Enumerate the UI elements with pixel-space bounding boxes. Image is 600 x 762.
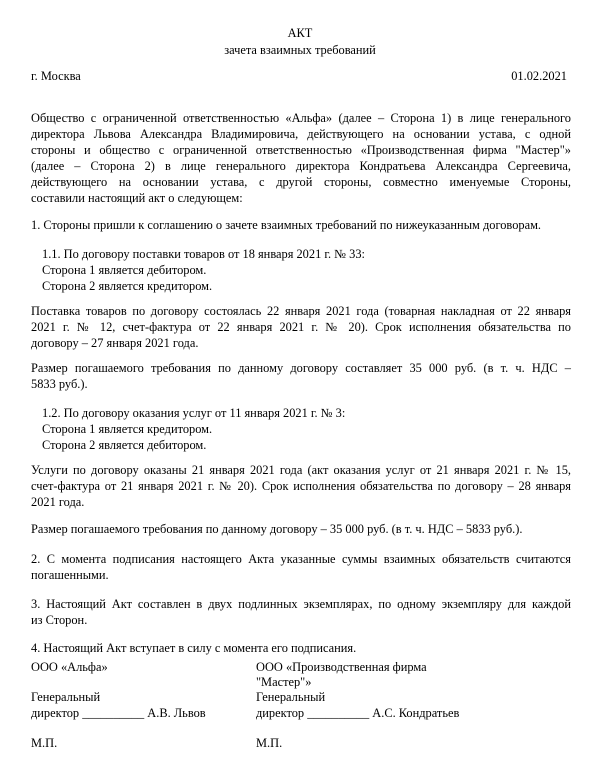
contract-2-amount: Размер погашаемого требования по данному договору – 35 000 руб. (в т. ч. НДС – 5833 руб.). [31,522,523,536]
contract-1-amount-line: 5833 руб.). [31,377,88,391]
party-1-signature-line: директор __________ А.В. Львов [31,706,206,720]
intro-line: стороны и общество с ограниченной ответственностью «Производственная фирма "Мастер"» [31,143,571,157]
contract-2-details-line: 2021 года. [31,495,85,509]
party-2-org-line-2: "Мастер"» [256,675,312,689]
contract-2-details [31,462,571,510]
contract-1-party-1: Сторона 1 является дебитором. [42,263,207,277]
intro-line: действующего на основании устава, с другой стороны, совместно именуемые Стороны, [31,175,571,189]
contract-1-party-2: Сторона 2 является кредитором. [42,279,213,293]
clause-1: 1. Стороны пришли к соглашению о зачете взаимных требований по нижеуказанным договорам. [31,218,542,232]
contract-1-heading: 1.1. По договору поставки товаров от 18 января 2021 г. № 33: [42,247,366,261]
clause-2-line: погашенными. [31,568,109,582]
party-2-org-line-1: ООО «Производственная фирма [256,660,427,674]
intro-line: Общество с ограниченной ответственностью «Альфа» (далее – Сторона 1) в лице генерального [31,111,571,125]
contract-2-party-1: Сторона 1 является кредитором. [42,422,213,436]
contract-1-details-line: 2021 г. № 12, счет-фактура от 22 января 2021 г. № 20). Срок исполнения обязательства по [31,320,571,334]
city: г. Москва [31,69,81,83]
contract-1-block [42,246,582,294]
clause-4: 4. Настоящий Акт вступает в силу с момента его подписания. [31,641,357,655]
contract-1-details-line: Поставка товаров по договору состоялась 22 января 2021 года (товарная накладная от 22 января [31,304,571,318]
contract-1-details-line: договору – 27 января 2021 года. [31,336,199,350]
clause-3 [31,596,571,628]
intro-line: (далее – Сторона 2) в лице генерального директора Кондратьева Александра Сергеевича, [31,159,571,173]
contract-1-details [31,303,571,351]
contract-1-amount [31,360,571,392]
contract-2-block [42,405,582,453]
contract-2-heading: 1.2. По договору оказания услуг от 11 января 2021 г. № 3: [42,406,346,420]
party-1-seal: М.П. [31,736,58,750]
intro-line: директора Львова Александра Владимировича, действующего на основании устава, с одной [31,127,571,141]
contract-2-party-2: Сторона 2 является дебитором. [42,438,207,452]
clause-2-line: 2. С момента подписания настоящего Акта указанные суммы взаимных обязательств считаются [31,552,571,566]
intro-line: составили настоящий акт о следующем: [31,191,243,205]
clause-2 [31,551,571,583]
clause-3-line: 3. Настоящий Акт составлен в двух подлинных экземплярах, по одному экземпляру для каждой [31,597,571,611]
document-title: АКТ [287,26,313,40]
party-1-org: ООО «Альфа» [31,660,108,674]
party-2-position: Генеральный [256,690,326,704]
document-date: 01.02.2021 [511,69,567,83]
clause-3-line: из Сторон. [31,613,88,627]
party-2-seal: М.П. [256,736,283,750]
contract-2-details-line: Услуги по договору оказаны 21 января 2021 года (акт оказания услуг от 21 января 2021 г. № 15, [31,463,571,477]
contract-2-details-line: счет-фактура от 21 января 2021 г. № 20). Срок исполнения обязательства по договору – 28 января [31,479,571,493]
party-1-position: Генеральный [31,690,101,704]
intro-paragraph [31,110,571,206]
document-subtitle: зачета взаимных требований [224,43,376,57]
party-2-signature-line: директор __________ А.С. Кондратьев [256,706,460,720]
contract-1-amount-line: Размер погашаемого требования по данному договору составляет 35 000 руб. (в т. ч. НДС – [31,361,571,375]
